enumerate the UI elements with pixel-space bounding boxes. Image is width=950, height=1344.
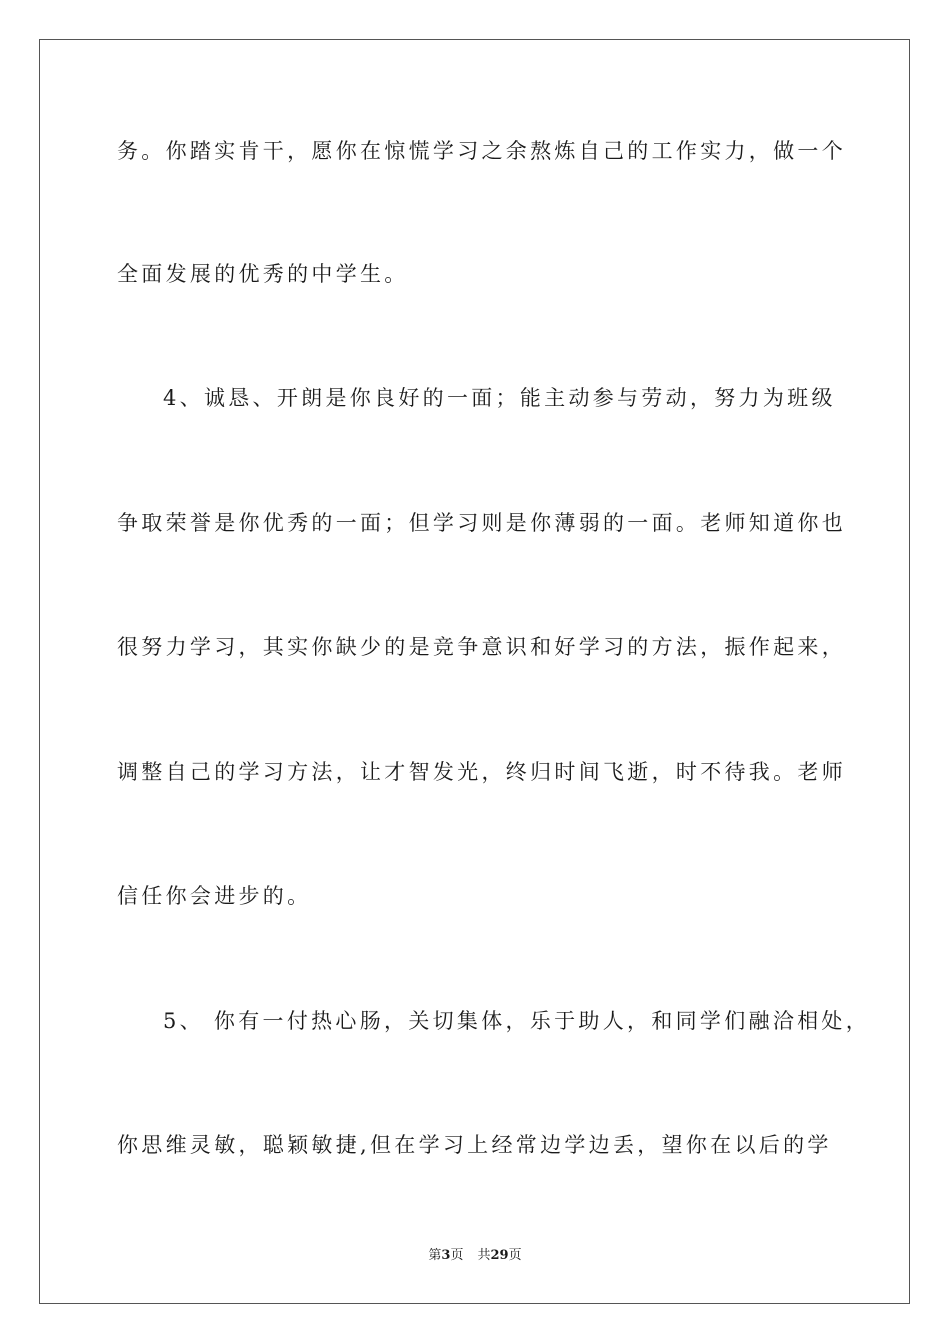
- footer-page-suffix: 页: [450, 1248, 464, 1263]
- footer-total-number: 29: [490, 1248, 509, 1263]
- text-line-4: 争取荣誉是你优秀的一面；但学习则是你薄弱的一面。老师知道你也: [117, 511, 846, 535]
- footer-page-prefix: 第: [428, 1248, 442, 1263]
- text-line-3: 4、诚恳、开朗是你良好的一面；能主动参与劳动，努力为班级: [163, 386, 836, 410]
- page-footer: [0, 1248, 950, 1264]
- text-line-5: 很努力学习，其实你缺少的是竞争意识和好学习的方法，振作起来，: [117, 635, 846, 659]
- page-border: [39, 39, 910, 1304]
- text-line-7: 信任你会进步的。: [117, 884, 312, 908]
- text-line-2: 全面发展的优秀的中学生。: [117, 262, 409, 286]
- text-line-9: 你思维灵敏，聪颖敏捷,但在学习上经常边学边丢，望你在以后的学: [117, 1133, 832, 1157]
- text-line-1: 务。你踏实肯干，愿你在惊慌学习之余熬炼自己的工作实力，做一个: [117, 139, 846, 163]
- text-line-8: 5、 你有一付热心肠，关切集体，乐于助人，和同学们融洽相处，: [163, 1009, 871, 1033]
- footer-page-number: 3: [441, 1248, 451, 1263]
- footer-total-suffix: 页: [508, 1248, 522, 1263]
- footer-total-prefix: 共: [477, 1248, 491, 1263]
- text-line-6: 调整自己的学习方法，让才智发光，终归时间飞逝，时不待我。老师: [117, 760, 846, 784]
